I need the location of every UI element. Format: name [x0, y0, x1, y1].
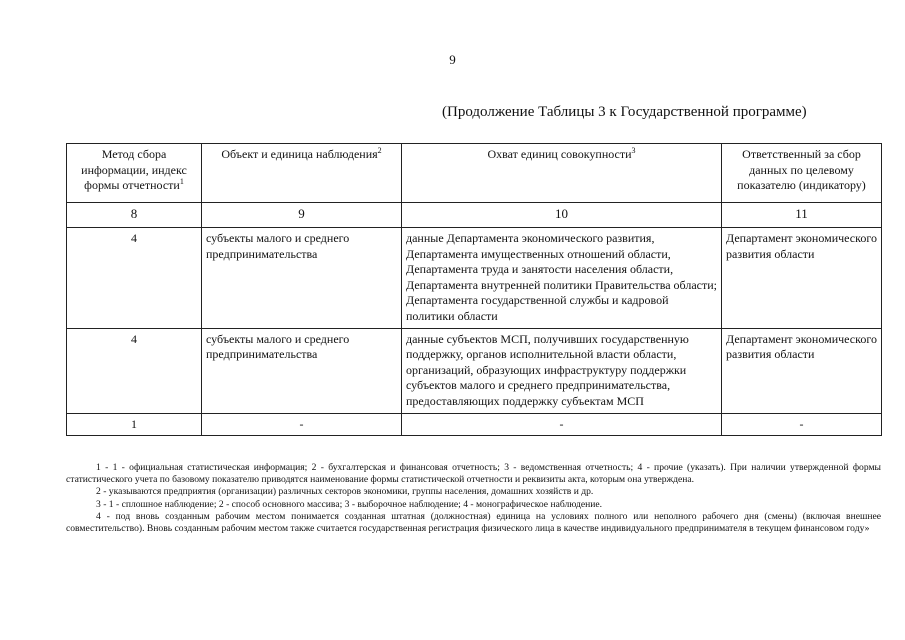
coverage-line: Департамента имущественных отношений области,: [406, 246, 671, 261]
responsible-cell: Департамент экономического развития области: [722, 228, 882, 329]
header-coverage: Охват единиц совокупности$^3$: [402, 144, 722, 203]
table-row: [67, 228, 882, 329]
coverage-line: Департамента государственной службы и кадровой политики области: [406, 293, 669, 323]
table-row: [67, 328, 882, 413]
footnote-2: 2 - указываются предприятия (организации) различных секторов экономики, группы населения, домашних хозяйств и др.: [96, 486, 594, 498]
continuation-title: (Продолжение Таблицы 3 к Государственной программе): [442, 104, 807, 120]
header-responsible: Ответственный за сбор данных по целевому показателю (индикатору): [722, 144, 882, 203]
column-number: 9: [202, 203, 402, 228]
object-cell: -: [202, 413, 402, 436]
column-number: 11: [722, 203, 882, 228]
header-object: Объект и единица наблюдения$^2$: [202, 144, 402, 203]
column-number: 8: [67, 203, 202, 228]
coverage-line: Департамента труда и занятости населения области,: [406, 262, 674, 277]
footnote-1: 1 - 1 - официальная статистическая информация; 2 - бухгалтерская и финансовая отчетность; 3 - ведомственная отчетность; 4 - прочие (указать). При наличии утвержденной формы статистического учета по базовому показателю приводятся наименование формы статистической отчетности и реквизиты акта, которым она утверждена.: [66, 462, 881, 486]
header-method: Метод сбора информации, индекс формы отчетности$^1$: [67, 144, 202, 203]
coverage-cell: [402, 228, 722, 329]
footnote-3: 3 - 1 - сплошное наблюдение; 2 - способ основного массива; 3 - выборочное наблюдение; 4 - монографическое наблюдение.: [96, 498, 603, 510]
page-number: 9: [449, 52, 456, 67]
method-cell: 1: [67, 413, 202, 436]
column-number: 10: [402, 203, 722, 228]
column-number-row: [67, 203, 882, 228]
method-cell: 4: [67, 228, 202, 329]
coverage-line: Департамента внутренней политики Правительства области;: [406, 277, 717, 292]
responsible-cell: -: [722, 413, 882, 436]
coverage-line: данные Департамента экономического развития,: [406, 231, 655, 245]
footnote-4: 4 - под вновь созданным рабочим местом понимается созданная штатная (должностная) единица на условиях полного или неполного рабочего дня (смены) (включая внешнее совместительство). Вновь созданным рабочим местом также считается государственная регистрация физического лица в качестве индивидуального предпринимателя в текущем финансовом году»: [66, 510, 881, 535]
table-row: [67, 413, 882, 436]
table-header-row: [67, 144, 882, 203]
footnote-ref: 1: [179, 177, 184, 187]
responsible-cell: Департамент экономического развития области: [722, 328, 882, 413]
object-cell: субъекты малого и среднего предпринимательства: [202, 228, 402, 329]
footnotes: [66, 462, 881, 535]
footnote-ref: 3: [631, 146, 636, 155]
indicator-table: [66, 143, 882, 436]
coverage-cell: -: [402, 413, 722, 436]
footnote-ref: 2: [377, 146, 382, 155]
method-cell: 4: [67, 328, 202, 413]
coverage-cell: данные субъектов МСП, получивших государственную поддержку, органов исполнительной власти области, организаций, образующих инфраструктуру поддержки субъектов малого и среднего предпринимательства, предоставляющих поддержку субъектам МСП: [402, 328, 722, 413]
object-cell: субъекты малого и среднего предпринимательства: [202, 328, 402, 413]
